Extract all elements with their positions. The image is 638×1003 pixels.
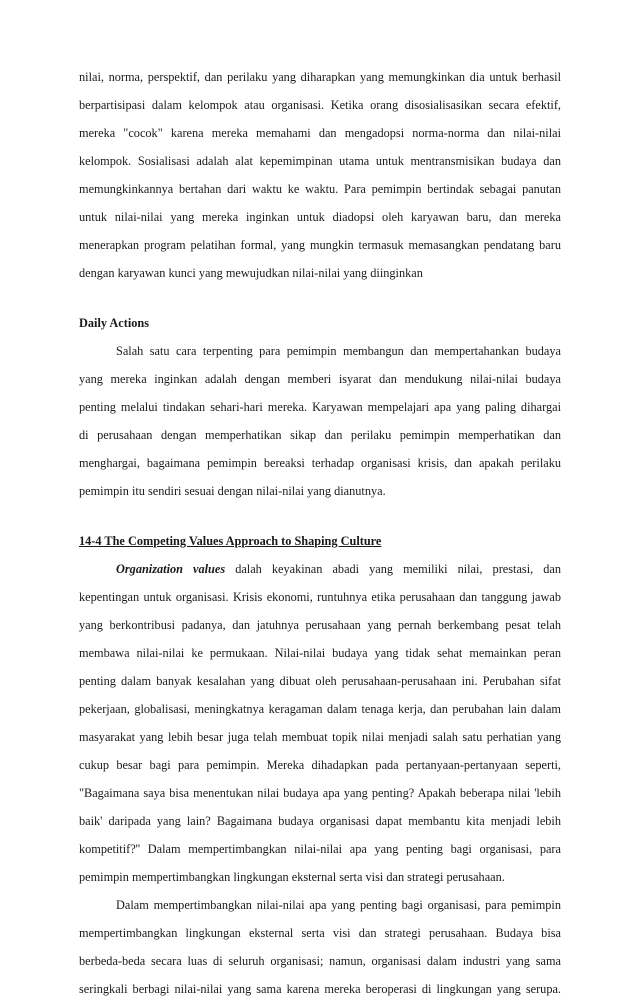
text-line: menerapkan program pelatihan formal, yang mungkin termasuk memasangkan pendatang baru [79,238,561,252]
text-line [79,555,561,583]
section-heading-daily-actions: Daily Actions [79,316,150,330]
text-line: baik' daripada yang lain? Bagaimana budaya organisasi dapat membantu kita menjadi lebih [79,814,561,828]
text-line: nilai, norma, perspektif, dan perilaku yang diharapkan yang memungkinkan dia untuk berhasil [79,70,561,84]
text-line: pemimpin itu sendiri sesuai dengan nilai-nilai yang dianutnya. [79,484,386,498]
text-line: kelompok. Sosialisasi adalah alat kepemimpinan utama untuk mentransmisikan budaya dan [79,154,561,168]
text-line: penting melalui tindakan sehari-hari mereka. Karyawan mempelajari apa yang paling dihargai [79,400,561,414]
emphasized-term: Organization values [116,562,226,576]
text-line: untuk nilai-nilai yang mereka inginkan untuk diadopsi oleh karyawan baru, dan mereka [79,210,561,224]
text-line: mereka "cocok" karena mereka memahami dan mengadopsi norma-norma dan nilai-nilai [79,126,561,140]
text-line: masyarakat yang lebih besar juga telah membuat topik nilai menjadi salah satu perhatian yang [79,730,561,744]
text-line: mempertimbangkan lingkungan eksternal serta visi dan strategi perusahaan. Budaya bisa [79,926,561,940]
daily-actions-paragraph [79,337,561,505]
text-line: berpartisipasi dalam kelompok atau organisasi. Ketika orang disosialisasikan secara efektif, [79,98,561,112]
section-gap [79,287,561,309]
text-line: yang berkontribusi padanya, dan jatuhnya perusahaan yang pernah berkembang pesat telah [79,618,561,632]
text-line: yang mereka inginkan adalah dengan memberi isyarat dan mendukung nilai-nilai budaya [79,372,561,386]
section-gap [79,505,561,527]
document-page [79,63,561,1003]
text-line: seringkali berbagi nilai-nilai yang sama karena mereka beroperasi di lingkungan yang serupa. [79,982,561,996]
text-line: menghargai, bagaimana pemimpin bereaksi terhadap organisasi krisis, dan apakah perilaku [79,456,561,470]
text-span: dalah keyakinan abadi yang memiliki nilai, prestasi, dan [225,562,562,576]
text-line: Dalam mempertimbangkan nilai-nilai apa yang penting bagi organisasi, para pemimpin [116,898,561,912]
text-line: kepentingan untuk organisasi. Krisis ekonomi, runtuhnya etika perusahaan dan tanggung jawab [79,590,561,604]
text-line: pemimpin mempertimbangkan lingkungan eksternal serta visi dan strategi perusahaan. [79,870,505,884]
text-line: di perusahaan dengan memperhatikan sikap dan perilaku pemimpin memperhatikan dan [79,428,561,442]
text-line: Salah satu cara terpenting para pemimpin membangun dan mempertahankan budaya [116,344,561,358]
text-line: berbeda-beda secara luas di seluruh organisasi; namun, organisasi dalam industri yang sama [79,954,561,968]
text-line: membawa nilai-nilai ke permukaan. Nilai-nilai budaya yang tidak sehat memainkan peran [79,646,561,660]
text-line: "Bagaimana saya bisa menentukan nilai budaya apa yang penting? Apakah beberapa nilai 'lebih [79,786,561,800]
text-line: penting dalam banyak kesalahan yang dibuat oleh perusahaan-perusahaan ini. Perubahan sifat [79,674,561,688]
text-line: dengan karyawan kunci yang mewujudkan nilai-nilai yang diinginkan [79,266,423,280]
section-heading-competing-values [79,527,561,555]
closing-paragraph [79,891,561,1003]
text-line: cukup besar bagi para pemimpin. Mereka dihadapkan pada pertanyaan-pertanyaan seperti, [79,758,561,772]
intro-paragraph [79,63,561,287]
competing-values-paragraph [79,555,561,891]
text-line: kompetitif?'' Dalam mempertimbangkan nilai-nilai apa yang penting bagi organisasi, para [79,842,561,856]
heading-text: 14-4 The Competing Values Approach to Shaping Culture [79,534,382,548]
text-line: memungkinkannya bertahan dari waktu ke waktu. Para pemimpin bertindak sebagai panutan [79,182,561,196]
text-line: pekerjaan, globalisasi, meningkatnya keragaman dalam tenaga kerja, dan perubahan lain dalam [79,702,561,716]
